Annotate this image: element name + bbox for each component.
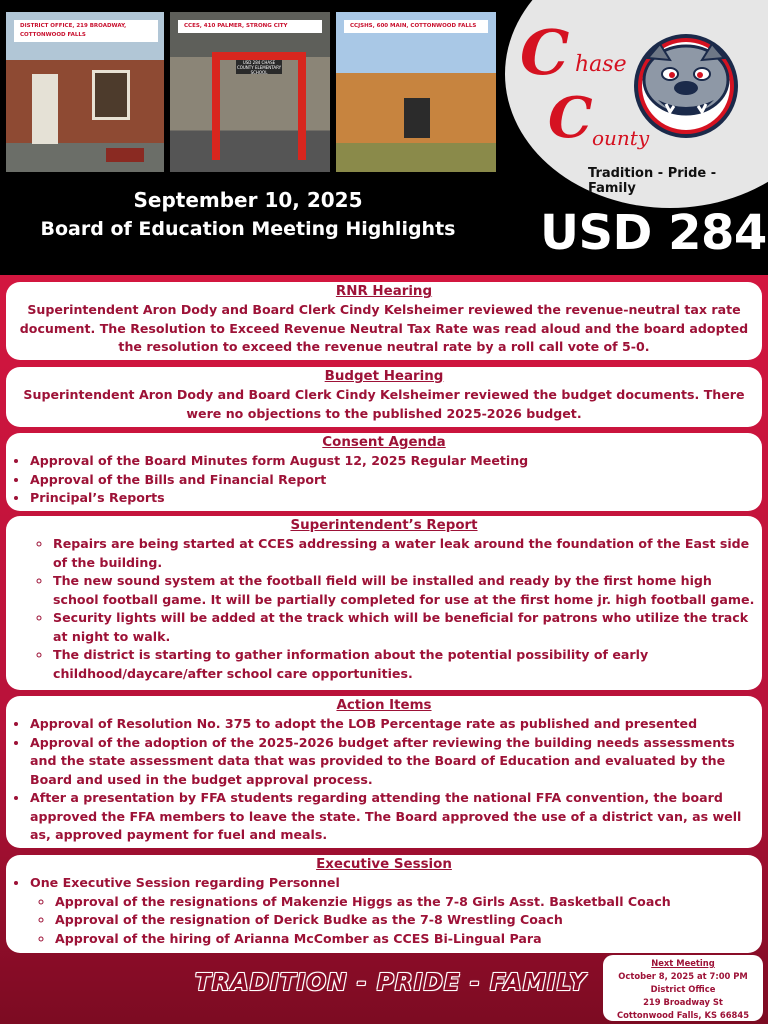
- section-text: Superintendent Aron Dody and Board Clerk Cindy Kelsheimer reviewed the budget documents. There were no objections to the published 2025-2026 budget.: [23, 387, 745, 421]
- budget-hearing-card: [6, 367, 762, 427]
- list-item: • Approval of Resolution No. 375 to adopt the LOB Percentage rate as published and presented: [29, 715, 762, 734]
- sub-list-item: ◦ Approval of the resignations of Makenzie Higgs as the 7-8 Girls Asst. Basketball Coach: [54, 893, 758, 912]
- photo-door: [32, 74, 58, 144]
- cces-photo: [170, 12, 330, 172]
- executive-session-card: [6, 855, 762, 953]
- rnr-hearing-card: [6, 282, 762, 360]
- next-meeting-box: [603, 955, 763, 1021]
- section-title: Executive Session: [316, 857, 452, 872]
- list-item: ◦ The district is starting to gather information about the potential possibility of early childhood/daycare/after school care opportunities.: [52, 646, 758, 683]
- list-item-text: One Executive Session regarding Personnel: [30, 875, 340, 890]
- action-items-card: [6, 696, 762, 848]
- consent-agenda-card: [6, 433, 762, 511]
- header-banner: [0, 0, 768, 275]
- list-item: • After a presentation by FFA students regarding attending the national FFA convention, the board approved the FFA members to leave the state. The Board approved the use of a district van, as well as, approved payment for fuel and meals.: [29, 789, 762, 845]
- next-meeting-when: October 8, 2025 at 7:00 PM: [618, 971, 748, 981]
- logo-county-initial: C: [548, 85, 593, 151]
- photo-sign: USD 284 CHASE COUNTY ELEMENTARY SCHOOL: [236, 60, 282, 75]
- next-meeting-street: 219 Broadway St: [643, 997, 723, 1007]
- next-meeting-place: District Office: [650, 984, 716, 994]
- list-item: • Approval of the Board Minutes form August 12, 2025 Regular Meeting: [29, 452, 762, 471]
- list-item: ◦ The new sound system at the football field will be installed and ready by the first home high school football game. It will be partially completed for use at the first home jr. high football game.: [52, 572, 758, 609]
- list-item: • Approval of the adoption of the 2025-2026 budget after reviewing the building needs assessments and the state assessment data that was provided to the Board of Education and evaluated by the Board and used in the budget approval process.: [29, 734, 762, 790]
- photo-window: [92, 70, 130, 120]
- photo-caption: DISTRICT OFFICE, 219 BROADWAY, COTTONWOOD FALLS: [14, 20, 158, 42]
- logo-chase-initial: C: [520, 16, 570, 89]
- district-number: USD 284: [540, 205, 767, 261]
- ccjshs-photo: [336, 12, 496, 172]
- bulldog-mascot-icon: [630, 30, 742, 142]
- photo-caption: CCES, 410 PALMER, STRONG CITY: [178, 20, 322, 33]
- section-text: Superintendent Aron Dody and Board Clerk Cindy Kelsheimer reviewed the revenue-neutral tax rate document. The Resolution to Exceed Revenue Neutral Tax Rate was read aloud and the board adopted the resolution to exceed the revenue neutral rate by a roll call vote of 5-0.: [19, 302, 749, 354]
- list-item: [29, 874, 762, 948]
- section-title: Budget Hearing: [324, 369, 444, 384]
- section-title: Consent Agenda: [322, 435, 446, 450]
- logo-chase-word: hase: [575, 52, 627, 77]
- sub-list-item: ◦ Approval of the hiring of Arianna McComber as CCES Bi-Lingual Para: [54, 930, 758, 949]
- list-item: • Principal’s Reports: [29, 489, 762, 508]
- list-item: ◦ Security lights will be added at the track which will be beneficial for patrons who utilize the track at night to walk.: [52, 609, 758, 646]
- photo-caption: CCJSHS, 600 MAIN, COTTONWOOD FALLS: [344, 20, 488, 33]
- meeting-title: Board of Education Meeting Highlights: [40, 218, 456, 240]
- sub-list-item: ◦ Approval of the resignation of Derick Budke as the 7-8 Wrestling Coach: [54, 911, 758, 930]
- district-office-photo: [6, 12, 164, 172]
- section-title: Action Items: [336, 698, 432, 713]
- next-meeting-city: Cottonwood Falls, KS 66845: [616, 1010, 750, 1020]
- footer-tagline: TRADITION - PRIDE - FAMILY: [195, 970, 587, 996]
- superintendent-report-card: [6, 516, 762, 690]
- logo-county-word: ounty: [592, 126, 650, 150]
- section-title: Superintendent’s Report: [290, 518, 478, 533]
- meeting-date: September 10, 2025: [133, 188, 363, 212]
- list-item: ◦ Repairs are being started at CCES addressing a water leak around the foundation of the East side of the building.: [52, 535, 758, 572]
- photo-door: [404, 98, 430, 138]
- section-title: RNR Hearing: [335, 284, 433, 299]
- next-meeting-title: Next Meeting: [651, 958, 715, 968]
- photo-bench: [106, 148, 144, 162]
- list-item: • Approval of the Bills and Financial Report: [29, 471, 762, 490]
- logo-tagline: Tradition - Pride - Family: [588, 166, 717, 196]
